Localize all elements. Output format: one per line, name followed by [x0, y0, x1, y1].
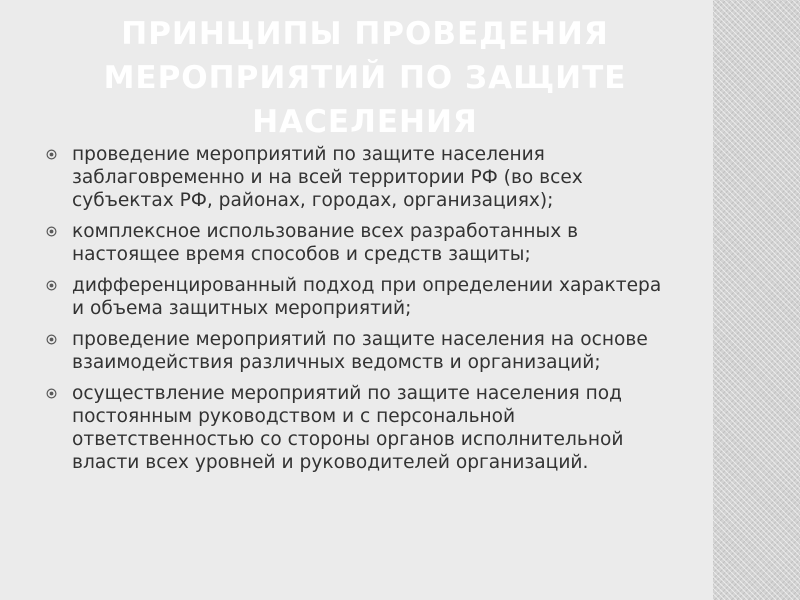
circled-dot-icon — [46, 226, 57, 237]
circled-dot-icon — [46, 388, 57, 399]
bullet-text: дифференцированный подход при определении характера и объема защитных мероприятий; — [72, 275, 662, 319]
bullet-text: осуществление мероприятий по защите населения под постоянным руководством и с персональной ответственностью со стороны органов исполнительной власти всех уровней и руководителей организаций. — [72, 383, 624, 473]
bullet-item — [46, 328, 671, 374]
decorative-side-strip — [713, 0, 800, 600]
circled-dot-icon — [46, 149, 57, 160]
circled-dot-icon — [46, 280, 57, 291]
bullet-item — [46, 143, 671, 212]
slide-title: ПРИНЦИПЫ ПРОВЕДЕНИЯ МЕРОПРИЯТИЙ ПО ЗАЩИТЕ НАСЕЛЕНИЯ — [103, 16, 627, 140]
bullet-item — [46, 274, 671, 320]
bullet-text: комплексное использование всех разработанных в настоящее время способов и средств защиты; — [72, 221, 579, 265]
bullet-text: проведение мероприятий по защите населения заблаговременно и на всей территории РФ (во всех субъектах РФ, районах, городах, организациях); — [72, 144, 583, 211]
bullet-item — [46, 220, 671, 266]
circled-dot-icon — [46, 334, 57, 345]
bullet-text: проведение мероприятий по защите населения на основе взаимодействия различных ведомств и организаций; — [72, 329, 648, 373]
bullet-list — [46, 143, 671, 482]
bullet-item — [46, 382, 671, 474]
